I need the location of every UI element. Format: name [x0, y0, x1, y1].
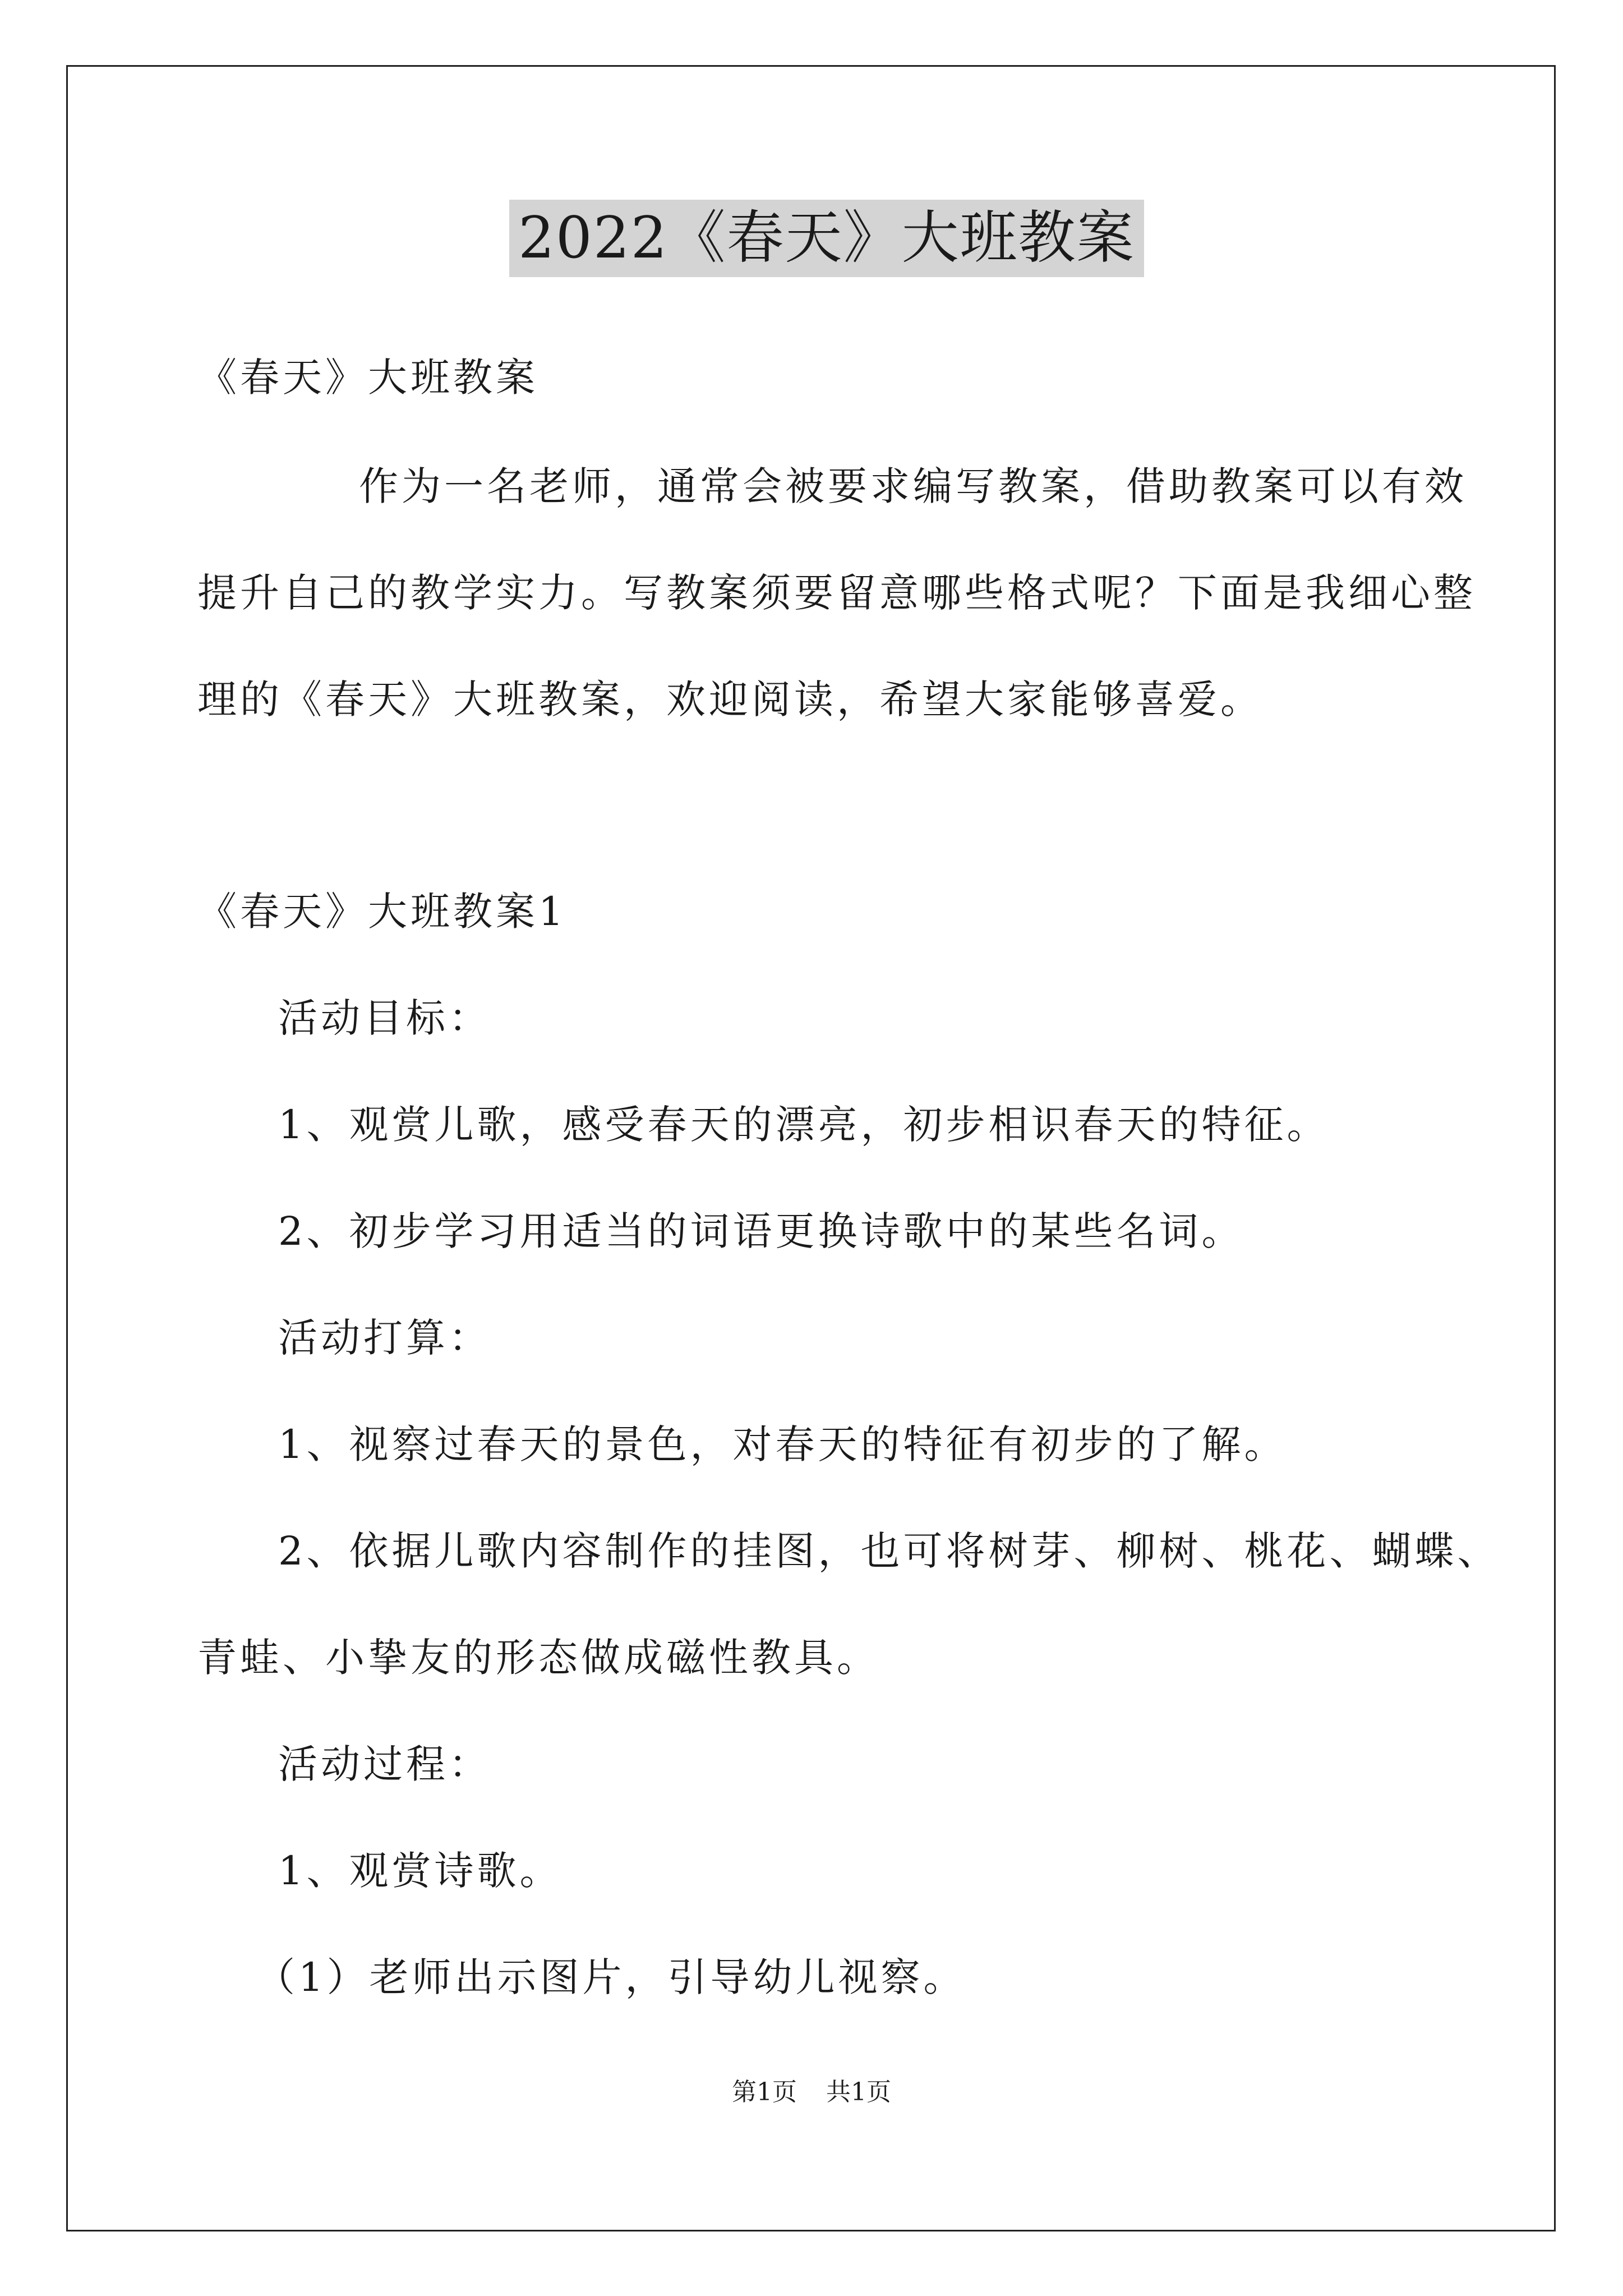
page-footer	[0, 2076, 1623, 2109]
body-line: 1、观赏诗歌。	[278, 1848, 562, 1894]
section-heading: 《春天》大班教案1	[197, 889, 567, 935]
body-line: 活动打算：	[278, 1315, 491, 1361]
body-line: 青蛙、小挚友的形态做成磁性教具。	[197, 1635, 879, 1681]
body-line: （1）老师出示图片，引导幼儿视察。	[256, 1954, 966, 2000]
intro-line-1: 作为一名老师，通常会被要求编写教案，借助教案可以有效	[359, 463, 1467, 509]
body-line: 活动目标：	[278, 995, 491, 1041]
document-title: 2022《春天》大班教案	[509, 200, 1144, 277]
body-line: 活动过程：	[278, 1741, 491, 1787]
body-line: 1、观赏儿歌，感受春天的漂亮，初步相识春天的特征。	[278, 1102, 1330, 1148]
intro-line-3: 理的《春天》大班教案，欢迎阅读，希望大家能够喜爱。	[197, 677, 1263, 723]
body-line: 2、依据儿歌内容制作的挂图，也可将树芽、柳树、桃花、蝴蝶、	[278, 1528, 1500, 1574]
intro-line-2: 提升自己的教学实力。写教案须要留意哪些格式呢？下面是我细心整	[197, 570, 1476, 616]
page-total: 共1页	[826, 2078, 891, 2106]
page-number: 第1页	[732, 2078, 797, 2106]
subtitle: 《春天》大班教案	[197, 355, 538, 401]
body-line: 2、初步学习用适当的词语更换诗歌中的某些名词。	[278, 1208, 1244, 1254]
body-line: 1、视察过春天的景色，对春天的特征有初步的了解。	[278, 1421, 1287, 1467]
